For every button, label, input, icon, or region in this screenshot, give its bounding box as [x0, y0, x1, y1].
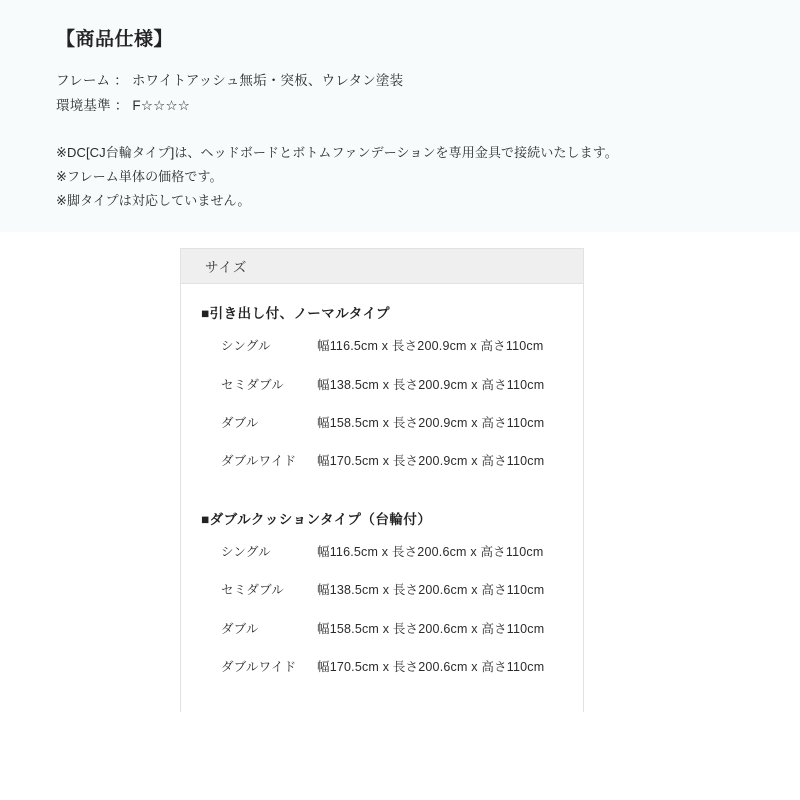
- size-value: 幅138.5cm x 長さ200.6cm x 高さ110cm: [317, 583, 545, 598]
- size-label: シングル: [221, 339, 271, 354]
- size-label: シングル: [221, 545, 271, 559]
- section-divider: [0, 232, 800, 248]
- table-row: [181, 655, 583, 679]
- size-table-body: [181, 284, 583, 712]
- table-row: [181, 578, 583, 602]
- size-value: 幅158.5cm x 長さ200.6cm x 高さ110cm: [317, 621, 545, 636]
- size-table: [180, 248, 584, 712]
- size-label: ダブルワイド: [221, 454, 297, 469]
- spec-note-2: ※フレーム単体の価格です。: [56, 168, 223, 184]
- size-value: 幅158.5cm x 長さ200.9cm x 高さ110cm: [317, 416, 545, 430]
- size-label: セミダブル: [221, 377, 285, 392]
- spec-notes: [56, 141, 750, 213]
- size-label: ダブルワイド: [221, 660, 297, 675]
- table-row: [181, 411, 583, 435]
- size-group-title-double-cushion: ■ダブルクッションタイプ（台輪付）: [201, 511, 432, 527]
- table-row: [181, 540, 583, 564]
- size-group-title-drawer-normal: ■引き出し付、ノーマルタイプ: [201, 306, 391, 321]
- spec-note-1: ※DC[CJ台輪タイプ]は、ヘッドボードとボトムファンデーションを専用金具で接続いたします。: [56, 144, 618, 160]
- table-row: [181, 334, 583, 358]
- size-value: 幅138.5cm x 長さ200.9cm x 高さ110cm: [317, 377, 545, 392]
- size-table-header: サイズ: [181, 249, 583, 284]
- size-label: セミダブル: [221, 583, 285, 598]
- product-specification-block: [0, 0, 800, 232]
- size-value: 幅170.5cm x 長さ200.9cm x 高さ110cm: [317, 454, 545, 469]
- size-label: ダブル: [221, 621, 259, 636]
- size-value: 幅116.5cm x 長さ200.9cm x 高さ110cm: [317, 339, 544, 354]
- spec-line-frame: フレーム ： ホワイトアッシュ無垢・突板、ウレタン塗装: [56, 72, 404, 88]
- spec-line-environment-standard: 環境基準 ： F☆☆☆☆: [56, 97, 191, 113]
- size-label: ダブル: [221, 416, 259, 430]
- size-value: 幅116.5cm x 長さ200.6cm x 高さ110cm: [317, 545, 544, 559]
- page-title: 【商品仕様】: [56, 29, 174, 50]
- spec-note-3: ※脚タイプは対応していません。: [56, 192, 251, 208]
- table-row: [181, 617, 583, 641]
- size-value: 幅170.5cm x 長さ200.6cm x 高さ110cm: [317, 660, 545, 675]
- table-row: [181, 373, 583, 397]
- table-row: [181, 449, 583, 473]
